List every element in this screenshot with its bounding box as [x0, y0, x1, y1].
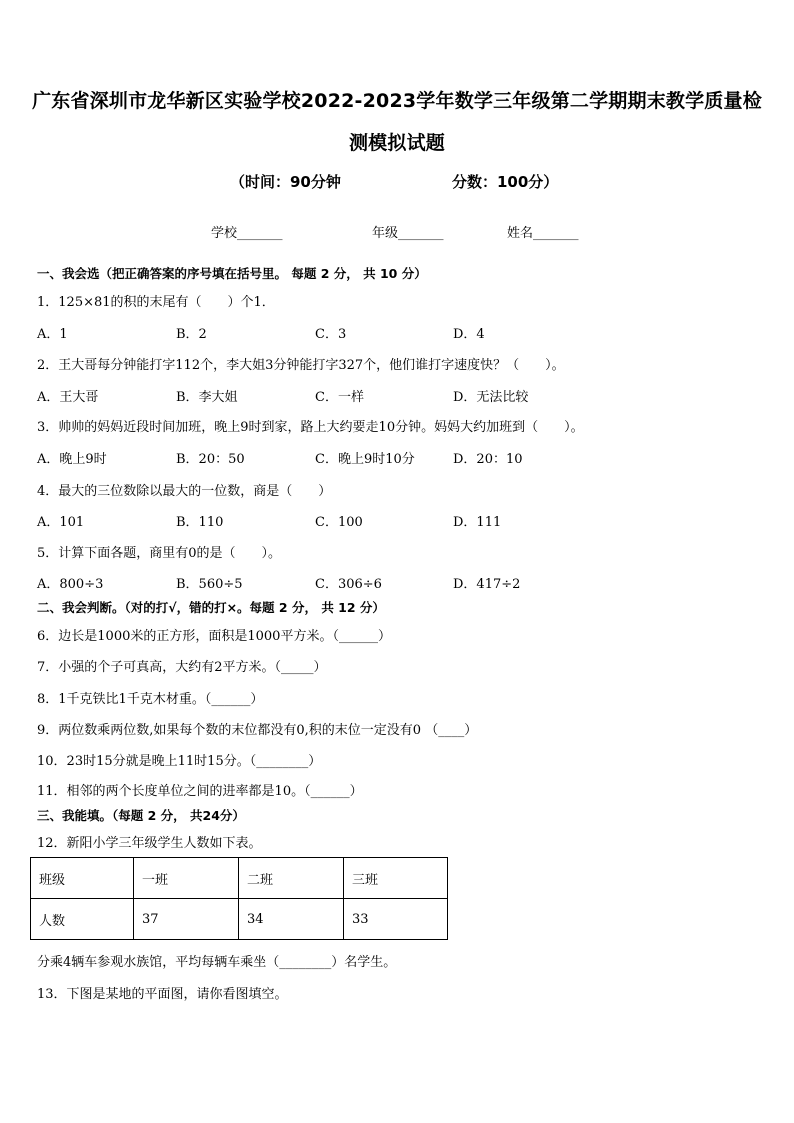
- table-cell: 人数: [31, 899, 134, 940]
- q3-option-d[interactable]: D．20：10: [453, 452, 523, 467]
- section-3-heading: 三、我能填。（每题 2 分， 共24分）: [37, 808, 245, 823]
- q4-option-a[interactable]: A．101: [37, 515, 85, 530]
- table-cell: 班级: [31, 858, 134, 899]
- exam-score: 分数：100分）: [452, 173, 559, 191]
- question-7: 7．小强的个子可真高，大约有2平方米。（_____）: [37, 660, 327, 675]
- table-cell: 一班: [134, 858, 239, 899]
- exam-time: （时间：90分钟: [230, 173, 341, 191]
- q2-option-b[interactable]: B．李大姐: [176, 390, 238, 405]
- section-1-heading: 一、我会选（把正确答案的序号填在括号里。 每题 2 分， 共 10 分）: [37, 266, 427, 281]
- q2-option-d[interactable]: D．无法比较: [453, 390, 529, 405]
- q4-option-d[interactable]: D．111: [453, 515, 502, 530]
- table-cell: 二班: [239, 858, 344, 899]
- question-5: 5．计算下面各题，商里有0的是（ ）。: [37, 546, 282, 561]
- grade-field[interactable]: 年级_______: [372, 226, 444, 241]
- q1-option-a[interactable]: A．1: [37, 327, 68, 342]
- question-9: 9．两位数乘两位数,如果每个数的末位都没有0,积的末位一定没有0 （____）: [37, 723, 478, 738]
- table-header-row: [31, 858, 448, 899]
- table-row: [31, 899, 448, 940]
- q5-option-c[interactable]: C．306÷6: [315, 577, 382, 592]
- title-line-2: 测模拟试题: [348, 132, 445, 154]
- question-1: 1．125×81的积的末尾有（ ）个1．: [37, 295, 275, 310]
- question-2: 2．王大哥每分钟能打字112个，李大姐3分钟能打字327个，他们谁打字速度快？（ ）。: [37, 358, 565, 373]
- title-line-1: 广东省深圳市龙华新区实验学校2022-2023学年数学三年级第二学期期末教学质量检: [32, 90, 762, 112]
- q5-option-a[interactable]: A．800÷3: [37, 577, 104, 592]
- class-size-table: [30, 857, 448, 940]
- q3-option-b[interactable]: B．20：50: [176, 452, 245, 467]
- q1-option-b[interactable]: B．2: [176, 327, 207, 342]
- q3-option-a[interactable]: A．晚上9时: [37, 452, 107, 467]
- table-cell: 34: [239, 899, 344, 940]
- section-2-heading: 二、我会判断。（对的打√，错的打×。每题 2 分， 共 12 分）: [37, 600, 385, 615]
- table-cell: 三班: [344, 858, 448, 899]
- table-cell: 33: [344, 899, 448, 940]
- question-3: 3．帅帅的妈妈近段时间加班，晚上9时到家，路上大约要走10分钟。妈妈大约加班到（ ）。: [37, 420, 584, 435]
- table-cell: 37: [134, 899, 239, 940]
- q3-option-c[interactable]: C．晚上9时10分: [315, 452, 415, 467]
- school-field[interactable]: 学校_______: [211, 226, 283, 241]
- question-10: 10．23时15分就是晚上11时15分。（________）: [37, 754, 322, 769]
- question-13: 13．下图是某地的平面图，请你看图填空。: [37, 987, 288, 1002]
- question-12-tail: 分乘4辆车参观水族馆，平均每辆车乘坐（________）名学生。: [37, 955, 397, 970]
- question-6: 6．边长是1000米的正方形，面积是1000平方米。（______）: [37, 629, 391, 644]
- q4-option-b[interactable]: B．110: [176, 515, 224, 530]
- q4-option-c[interactable]: C．100: [315, 515, 363, 530]
- q1-option-c[interactable]: C．3: [315, 327, 347, 342]
- q5-option-b[interactable]: B．560÷5: [176, 577, 243, 592]
- q2-option-c[interactable]: C．一样: [315, 390, 364, 405]
- q1-option-d[interactable]: D．4: [453, 327, 485, 342]
- name-field[interactable]: 姓名_______: [507, 226, 579, 241]
- q2-option-a[interactable]: A．王大哥: [37, 390, 99, 405]
- question-4: 4．最大的三位数除以最大的一位数，商是（ ）: [37, 484, 332, 499]
- question-8: 8．1千克铁比1千克木材重。（______）: [37, 692, 264, 707]
- question-12: 12．新阳小学三年级学生人数如下表。: [37, 836, 262, 851]
- question-11: 11．相邻的两个长度单位之间的进率都是10。（______）: [37, 784, 363, 799]
- q5-option-d[interactable]: D．417÷2: [453, 577, 521, 592]
